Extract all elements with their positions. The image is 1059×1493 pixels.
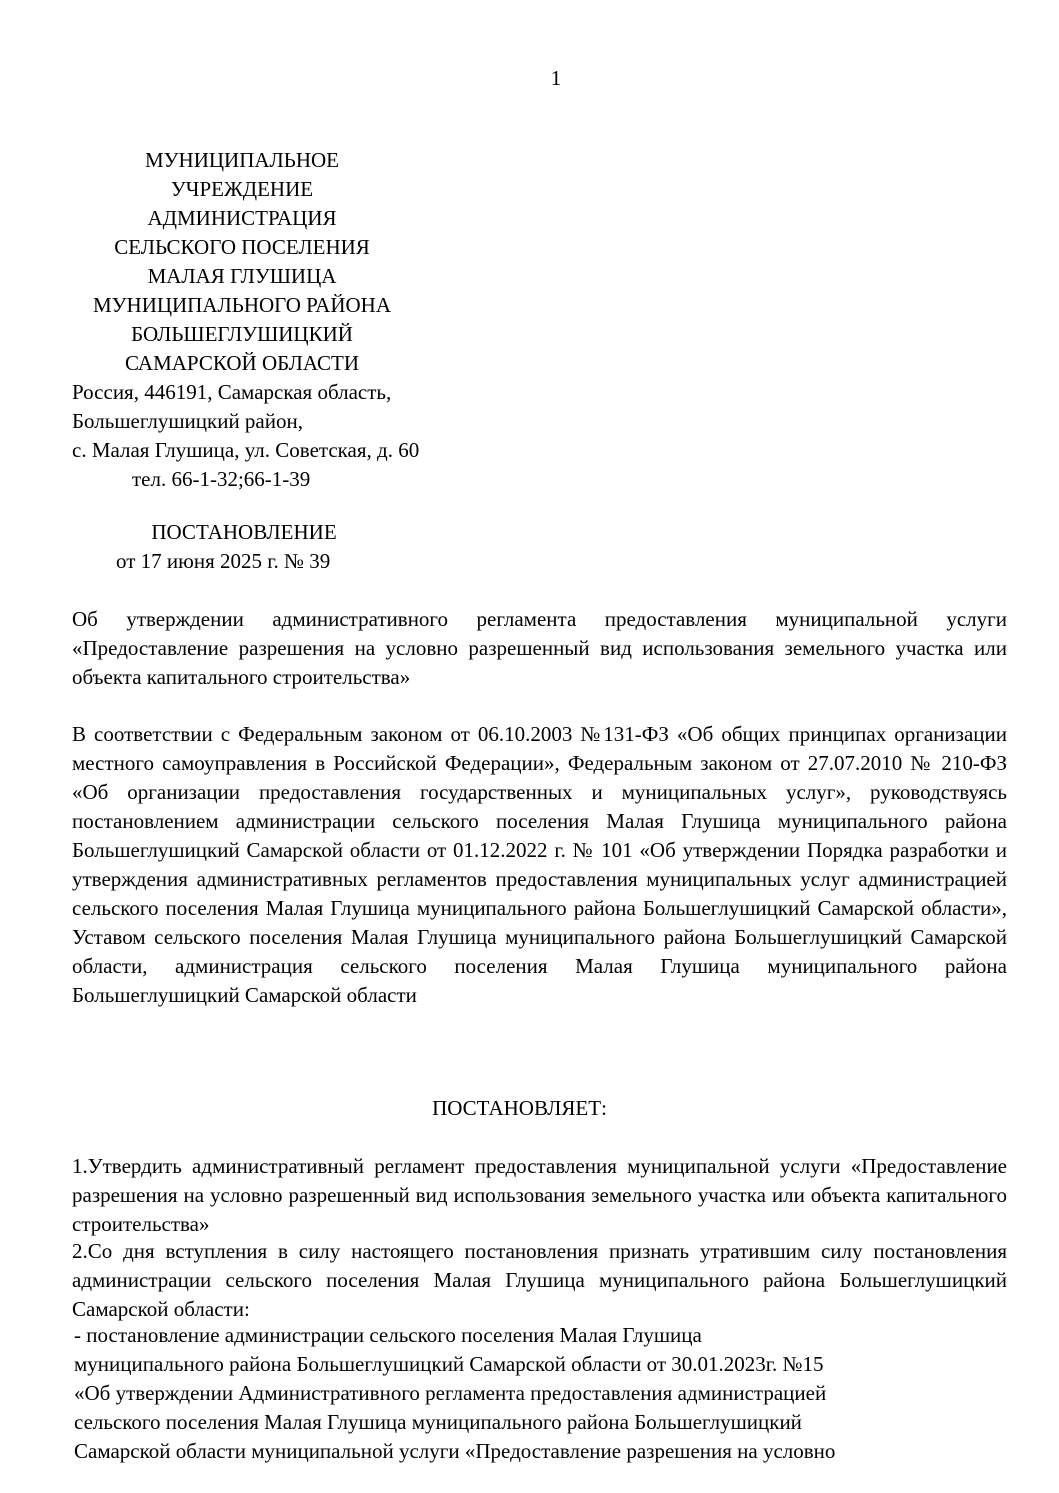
resolves-heading: ПОСТАНОВЛЯЕТ:	[432, 1096, 607, 1120]
org-name-line: БОЛЬШЕГЛУШИЦКИЙ	[131, 322, 353, 346]
decree-heading	[72, 518, 412, 576]
org-name-line: СЕЛЬСКОГО ПОСЕЛЕНИЯ	[114, 235, 370, 259]
address-line: с. Малая Глушица, ул. Советская, д. 60	[72, 438, 420, 462]
address-line: Россия, 446191, Самарская область,	[72, 380, 392, 404]
decree-title: ПОСТАНОВЛЕНИЕ	[151, 520, 337, 544]
repealed-act-line: Самарской области муниципальной услуги «Предоставление разрешения на условно	[74, 1439, 836, 1463]
resolution-item-2: 2.Со дня вступления в силу настоящего постановления признать утратившим силу постановления администрации сельского поселения Малая Глушица муниципального района Большеглушицкий Самарской области:	[72, 1239, 1007, 1321]
legal-basis-paragraph: В соответствии с Федеральным законом от 06.10.2003 №131-ФЗ «Об общих принципах организации местного самоуправления в Российской Федерации», Федеральным законом от 27.07.2010 № 210-ФЗ «Об организации предоставления государственных и муниципальных услуг», руководствуясь постановлением администрации сельского поселения Малая Глушица муниципального района Большеглушицкий Самарской области от 01.12.2022 г. № 101 «Об утверждении Порядка разработки и утверждения административных регламентов предоставления муниципальных услуг администрацией сельского поселения Малая Глушица муниципального района Большеглушицкий Самарской области», Уставом сельского поселения Малая Глушица муниципального района Большеглушицкий Самарской области, администрация сельского поселения Малая Глушица муниципального района Большеглушицкий Самарской области	[72, 722, 1007, 1007]
org-name-line: МУНИЦИПАЛЬНОЕ	[145, 148, 339, 172]
repealed-act-line: сельского поселения Малая Глушица муниципального района Большеглушицкий	[74, 1410, 802, 1434]
page-number: 1	[550, 66, 562, 90]
org-name-line: МАЛАЯ ГЛУШИЦА	[147, 264, 337, 288]
organization-header	[72, 146, 512, 494]
decree-subject: Об утверждении административного регламента предоставления муниципальной услуги «Предоставление разрешения на условно разрешенный вид использования земельного участка или объекта капитального строительства»	[72, 607, 1007, 689]
resolution-item-1: 1.Утвердить административный регламент предоставления муниципальной услуги «Предоставление разрешения на условно разрешенный вид использования земельного участка или объекта капитального строительства»	[72, 1154, 1007, 1236]
decree-date-number: от 17 июня 2025 г. № 39	[116, 549, 331, 573]
org-name-line: УЧРЕЖДЕНИЕ	[170, 177, 314, 201]
repealed-act-line: - постановление администрации сельского поселения Малая Глушица	[74, 1323, 702, 1347]
org-name-line: САМАРСКОЙ ОБЛАСТИ	[124, 351, 360, 375]
repealed-act-line: муниципального района Большеглушицкий Самарской области от 30.01.2023г. №15	[74, 1352, 824, 1376]
phone-line: тел. 66-1-32;66-1-39	[132, 467, 311, 491]
org-name-line: АДМИНИСТРАЦИЯ	[147, 206, 337, 230]
org-name-line: МУНИЦИПАЛЬНОГО РАЙОНА	[92, 293, 392, 317]
address-line: Большеглушицкий район,	[72, 409, 303, 433]
repealed-act-line: «Об утверждении Административного регламента предоставления администрацией	[74, 1381, 827, 1405]
repealed-act-item	[74, 1321, 1014, 1466]
